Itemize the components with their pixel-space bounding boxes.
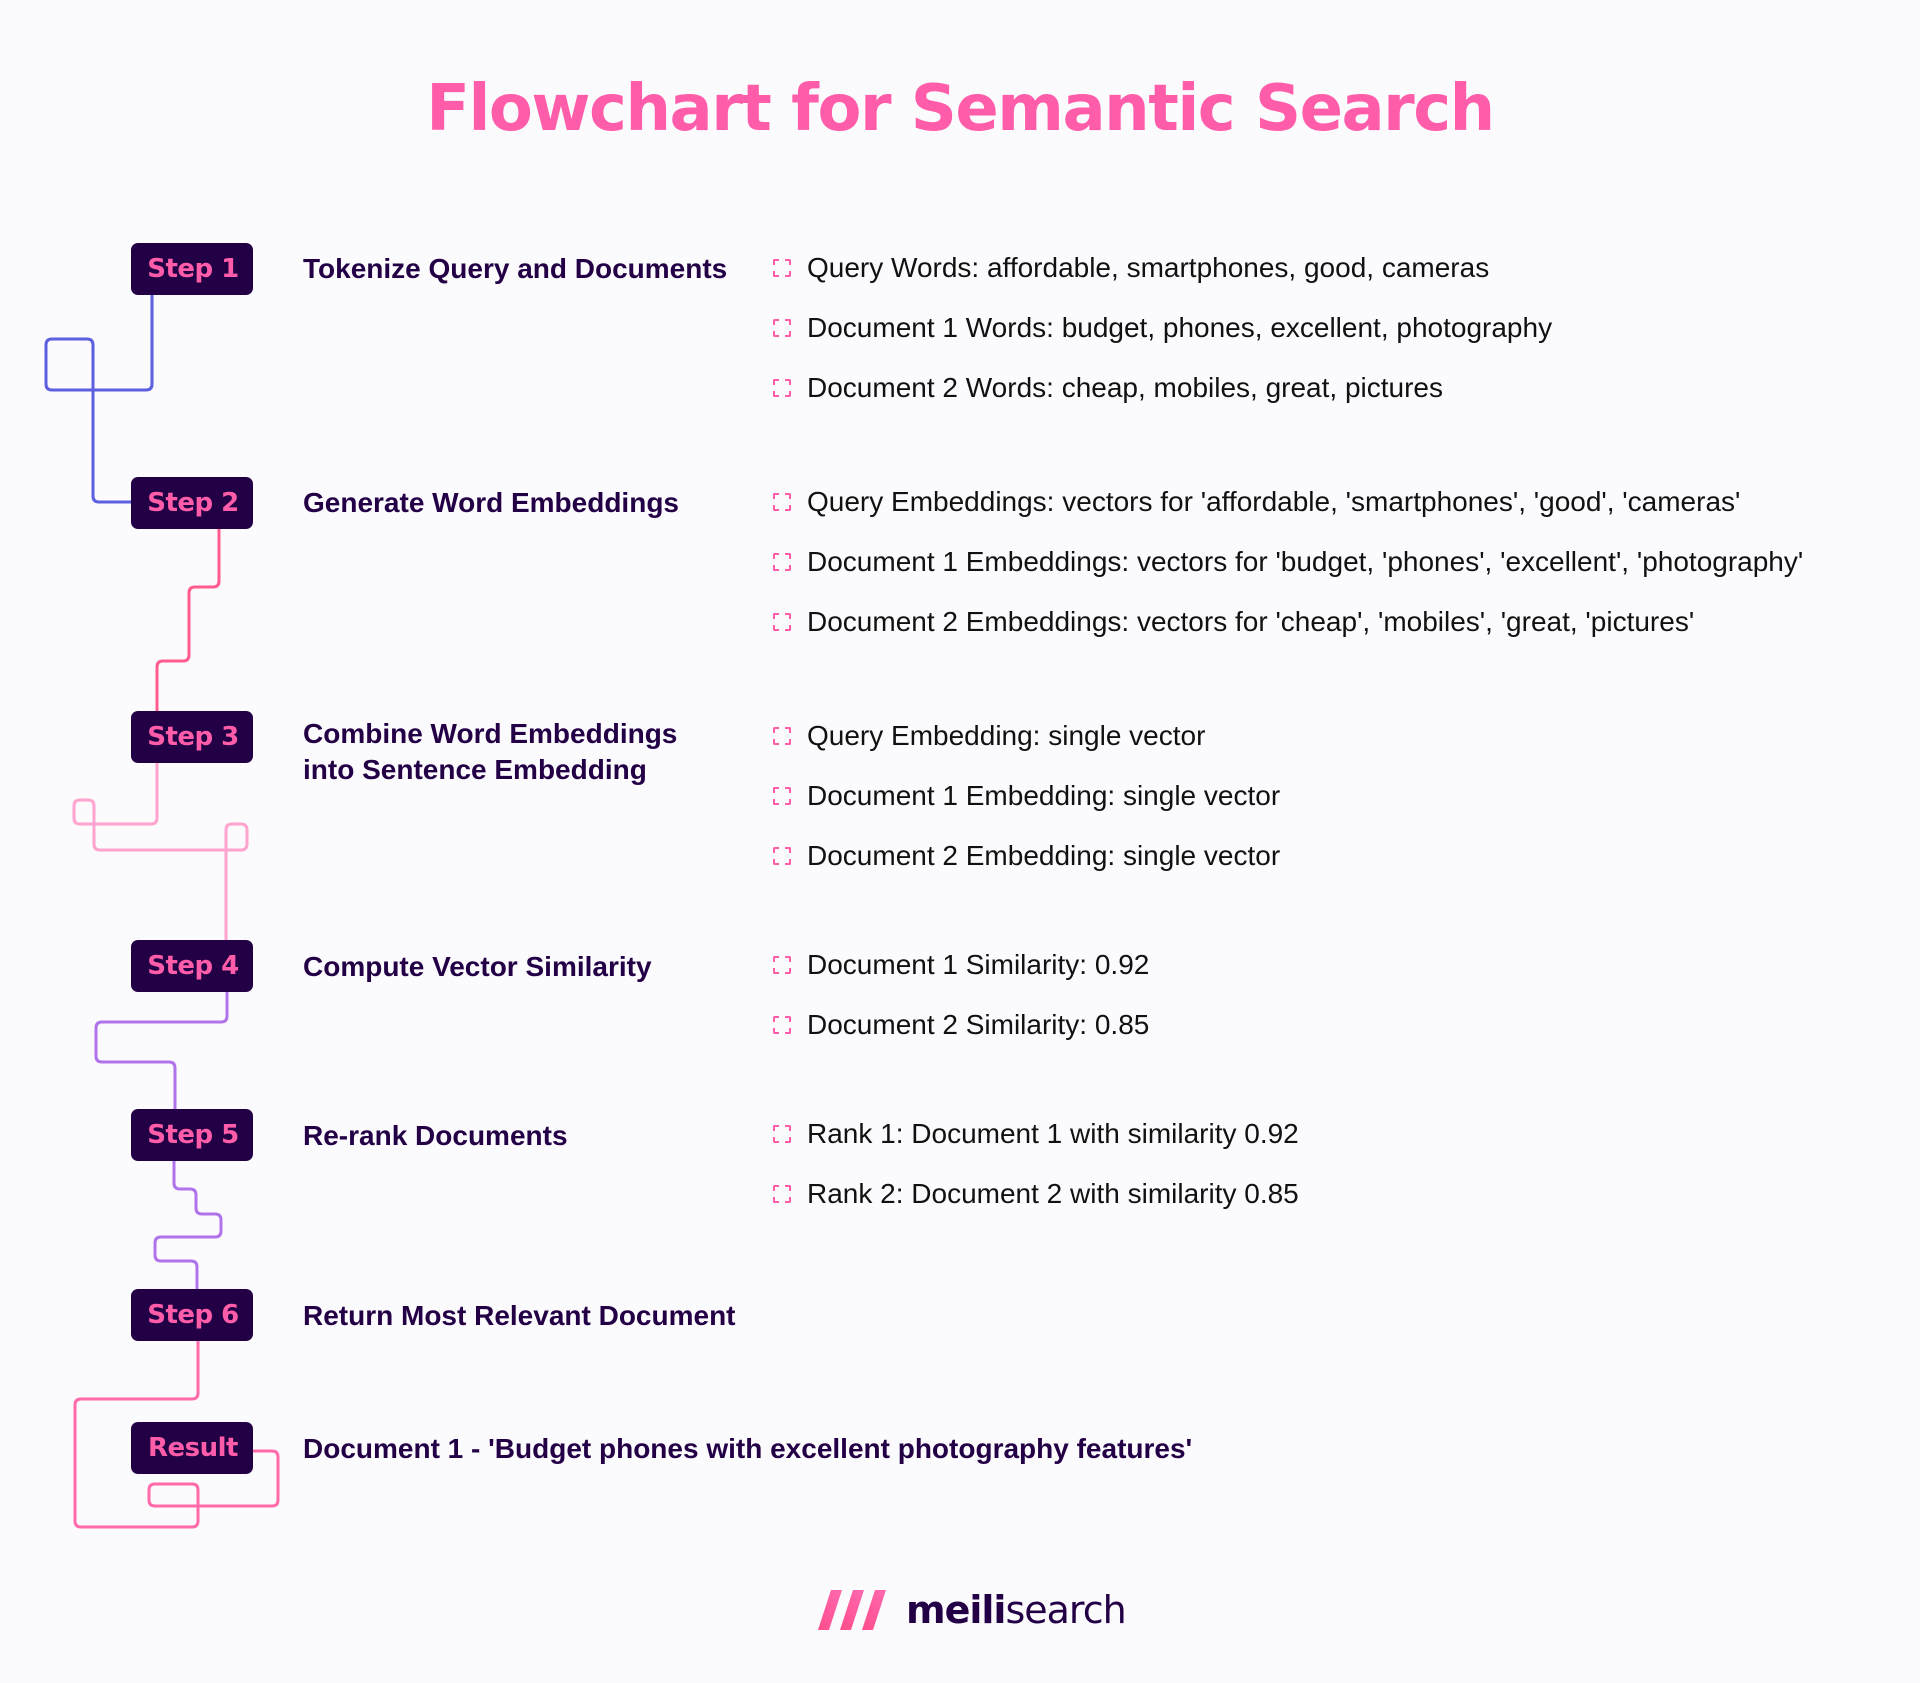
step-1-badge: Step 1 bbox=[131, 243, 253, 295]
dashed-square-icon bbox=[773, 1016, 791, 1034]
dashed-square-icon bbox=[773, 956, 791, 974]
step-5-badge: Step 5 bbox=[131, 1109, 253, 1161]
step-2-bullet: Query Embeddings: vectors for 'affordable, 'smartphones', 'good', 'cameras' bbox=[773, 484, 1740, 520]
step-2-bullet: Document 2 Embeddings: vectors for 'cheap', 'mobiles', 'great, 'pictures' bbox=[773, 604, 1694, 640]
dashed-square-icon bbox=[773, 259, 791, 277]
result-badge: Result bbox=[131, 1422, 253, 1474]
dashed-square-icon bbox=[773, 1125, 791, 1143]
dashed-square-icon bbox=[773, 1185, 791, 1203]
step-2-badge: Step 2 bbox=[131, 477, 253, 529]
step-3-bullet: Query Embedding: single vector bbox=[773, 718, 1205, 754]
meilisearch-wordmark: meilisearch bbox=[906, 1588, 1126, 1632]
step-3-bullet: Document 1 Embedding: single vector bbox=[773, 778, 1280, 814]
step-5-bullet: Rank 2: Document 2 with similarity 0.85 bbox=[773, 1176, 1299, 1212]
step-2-bullet: Document 1 Embeddings: vectors for 'budget, 'phones', 'excellent', 'photography' bbox=[773, 544, 1803, 580]
step-4-badge: Step 4 bbox=[131, 940, 253, 992]
step-6-badge: Step 6 bbox=[131, 1289, 253, 1341]
step-4-bullet: Document 2 Similarity: 0.85 bbox=[773, 1007, 1149, 1043]
dashed-square-icon bbox=[773, 319, 791, 337]
connector-step4-step5 bbox=[96, 992, 227, 1109]
result-title: Document 1 - 'Budget phones with excellent photography features' bbox=[303, 1433, 1193, 1464]
dashed-square-icon bbox=[773, 847, 791, 865]
dashed-square-icon bbox=[773, 553, 791, 571]
dashed-square-icon bbox=[773, 613, 791, 631]
step-3-badge: Step 3 bbox=[131, 711, 253, 763]
connector-step5-step6 bbox=[155, 1161, 221, 1289]
dashed-square-icon bbox=[773, 787, 791, 805]
step-5-bullet: Rank 1: Document 1 with similarity 0.92 bbox=[773, 1116, 1299, 1152]
meilisearch-logo-mark-icon bbox=[818, 1588, 892, 1632]
step-1-bullet: Document 1 Words: budget, phones, excellent, photography bbox=[773, 310, 1552, 346]
step-1-title: Tokenize Query and Documents bbox=[303, 253, 728, 284]
step-1-bullet: Query Words: affordable, smartphones, good, cameras bbox=[773, 250, 1489, 286]
step-4-bullet: Document 1 Similarity: 0.92 bbox=[773, 947, 1149, 983]
dashed-square-icon bbox=[773, 379, 791, 397]
page-title: Flowchart for Semantic Search bbox=[426, 72, 1494, 146]
dashed-square-icon bbox=[773, 727, 791, 745]
meilisearch-logo bbox=[818, 1588, 1126, 1632]
dashed-square-icon bbox=[773, 493, 791, 511]
step-3-title bbox=[303, 716, 677, 788]
step-3-bullet: Document 2 Embedding: single vector bbox=[773, 838, 1280, 874]
connector-step3-step4 bbox=[74, 763, 247, 940]
step-1-bullet: Document 2 Words: cheap, mobiles, great, pictures bbox=[773, 370, 1443, 406]
step-2-title: Generate Word Embeddings bbox=[303, 487, 679, 518]
connector-step2-step3 bbox=[157, 529, 219, 711]
connector-step1-step2 bbox=[46, 295, 152, 502]
step-5-title: Re-rank Documents bbox=[303, 1120, 568, 1151]
step-3-title-line-1: Combine Word Embeddings bbox=[303, 718, 678, 749]
step-3-title-line-2: into Sentence Embedding bbox=[303, 754, 647, 785]
step-6-title: Return Most Relevant Document bbox=[303, 1300, 736, 1331]
step-4-title: Compute Vector Similarity bbox=[303, 951, 652, 982]
